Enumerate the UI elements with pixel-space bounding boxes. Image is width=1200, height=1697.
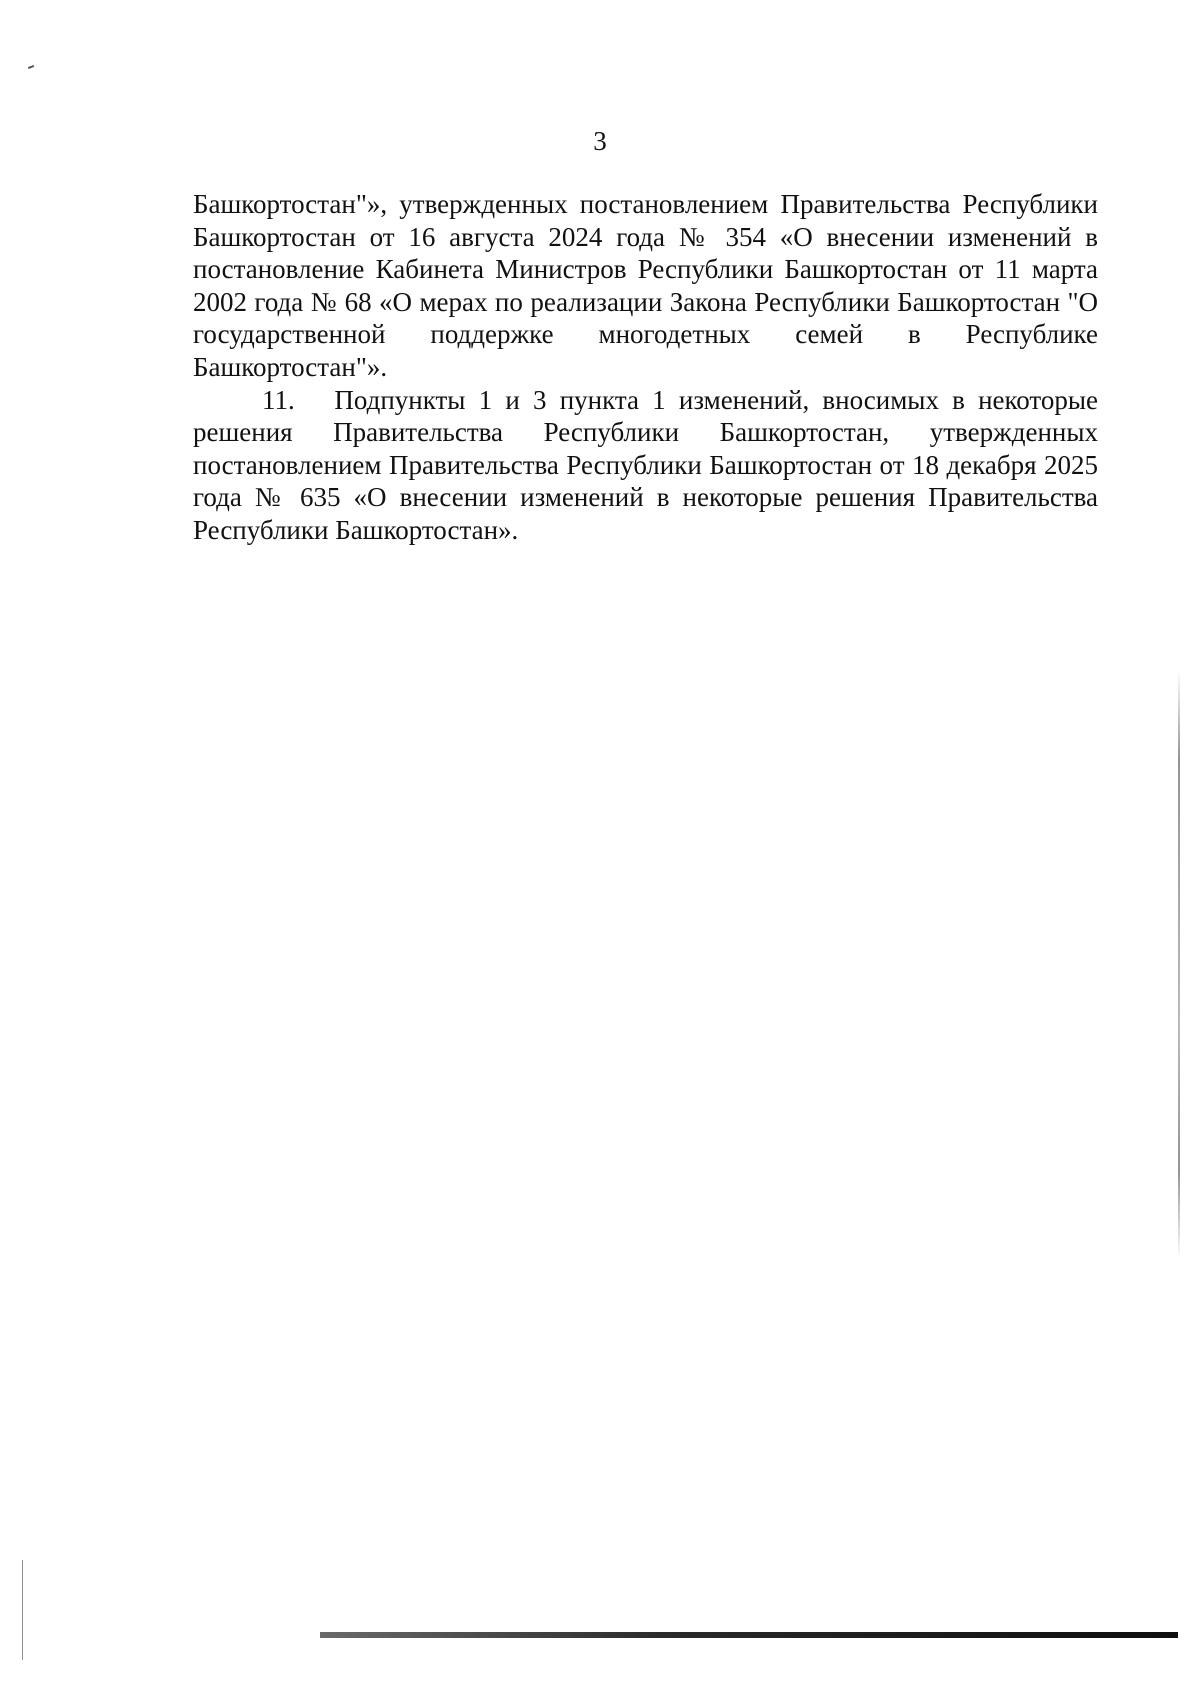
scan-edge-bottom <box>320 1632 1178 1638</box>
list-item-11: 11. Подпункты 1 и 3 пункта 1 изменений, вносимых в некоторые решения Правительства Республики Башкортостан, утвержденных постановлением Правительства Республики Башкортостан от 18 декабря 2025 года № 635 «О внесении изменений в некоторые решения Правительства Республики Башкортостан». <box>193 384 1105 545</box>
document-body <box>193 188 1105 547</box>
scan-edge-left <box>22 1560 23 1660</box>
scan-corner-mark <box>28 65 34 69</box>
scan-edge-right <box>1178 670 1180 1260</box>
paragraph-continuation: Башкортостан"», утвержденных постановлением Правительства Республики Башкортостан от 16 августа 2024 года № 354 «О внесении изменений в постановление Кабинета Министров Республики Башкортостан от 11 марта 2002 года № 68 «О мерах по реализации Закона Республики Башкортостан "О государственной поддержке многодетных семей в Республике Башкортостан"». <box>193 189 1098 382</box>
page-number: 3 <box>593 126 607 156</box>
